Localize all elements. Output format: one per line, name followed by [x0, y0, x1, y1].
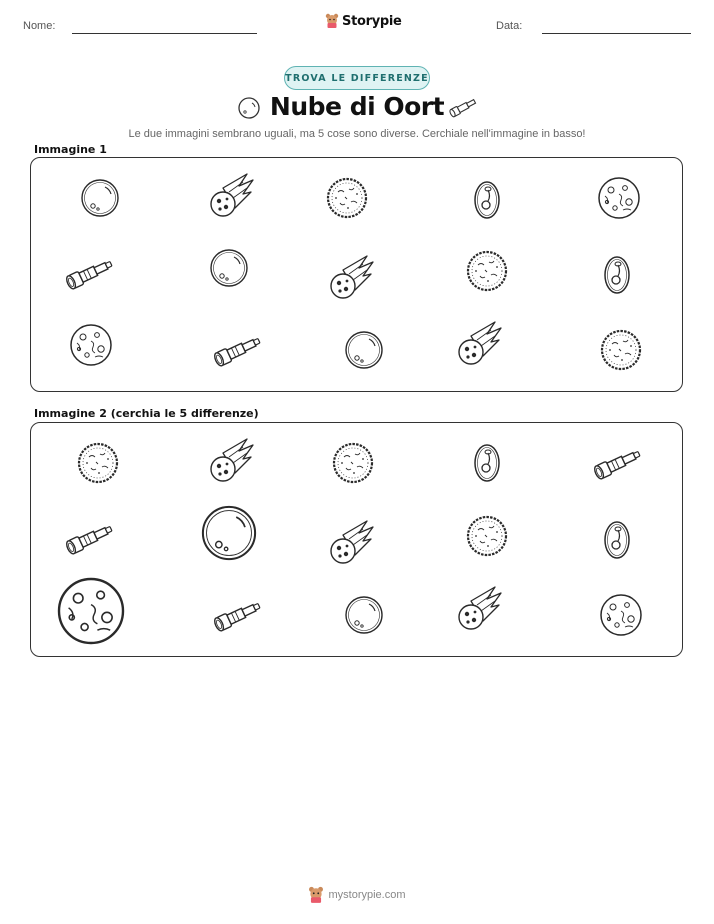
brand-name: Storypie [342, 13, 402, 29]
instructions: Le due immagini sembrano uguali, ma 5 cose sono diverse. Cerchiale nell'immagine in basso! [128, 128, 586, 140]
bubble-icon [346, 332, 382, 368]
bear-mascot-icon [325, 13, 339, 29]
footer [0, 886, 714, 904]
image2-panel[interactable] [30, 422, 683, 657]
date-label: Data: [496, 20, 523, 32]
rocky-planet-icon [468, 252, 506, 290]
image1-scene [31, 158, 684, 393]
comet-icon [459, 322, 501, 364]
telescope-icon[interactable] [213, 599, 262, 632]
cratered-moon-icon[interactable] [59, 579, 123, 643]
seed-egg-icon[interactable] [605, 522, 629, 558]
rocky-planet-icon[interactable] [468, 517, 506, 555]
telescope-icon [449, 95, 479, 119]
comet-icon[interactable] [459, 587, 501, 629]
name-label: Nome: [23, 20, 56, 32]
bubble-icon [211, 250, 247, 286]
seed-egg-icon [605, 257, 629, 293]
telescope-icon [213, 334, 262, 367]
rocky-planet-icon[interactable] [79, 444, 117, 482]
storypie-logo [325, 13, 402, 29]
image2-scene[interactable] [31, 423, 684, 658]
rocky-planet-icon[interactable] [334, 444, 372, 482]
bubble-icon[interactable] [203, 507, 255, 559]
date-line[interactable] [542, 33, 691, 34]
bear-mascot-icon [308, 886, 324, 904]
bubble-icon[interactable] [346, 597, 382, 633]
footer-site[interactable]: mystorypie.com [328, 889, 406, 901]
image2-label: Immagine 2 (cerchia le 5 differenze) [34, 407, 259, 420]
telescope-icon[interactable] [593, 447, 642, 480]
telescope-icon [65, 257, 114, 290]
comet-icon[interactable] [331, 521, 373, 563]
bubble-icon [82, 180, 118, 216]
rocky-planet-icon [602, 331, 640, 369]
name-line[interactable] [72, 33, 257, 34]
activity-badge: TROVA LE DIFFERENZE [284, 66, 430, 90]
rocky-planet-icon [328, 179, 366, 217]
telescope-icon[interactable] [65, 522, 114, 555]
cratered-moon-icon [71, 325, 111, 365]
seed-egg-icon [475, 182, 499, 218]
cratered-moon-icon[interactable] [601, 595, 641, 635]
comet-icon[interactable] [211, 439, 253, 481]
page-title: Nube di Oort [269, 92, 445, 121]
image1-label: Immagine 1 [34, 143, 107, 156]
comet-icon [331, 256, 373, 298]
seed-egg-icon[interactable] [475, 445, 499, 481]
cratered-moon-icon [599, 178, 639, 218]
image1-panel [30, 157, 683, 392]
comet-icon [211, 174, 253, 216]
